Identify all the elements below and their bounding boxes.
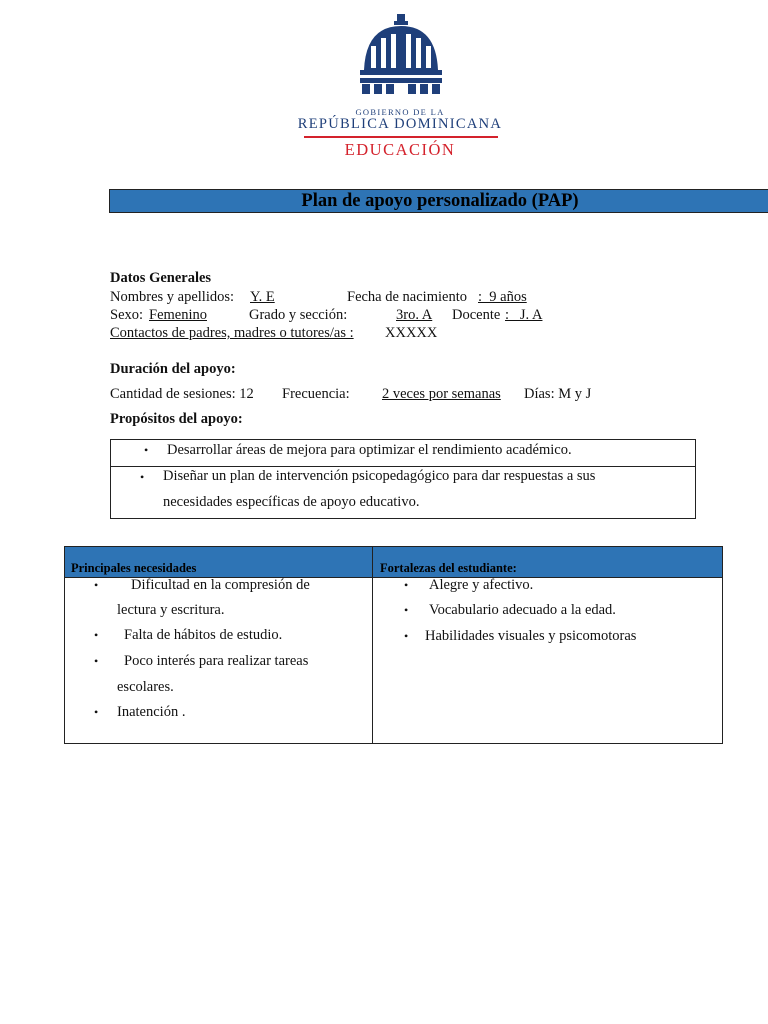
nombres-value: Y. E (250, 289, 275, 305)
bullet-icon: • (140, 470, 145, 484)
bullet-icon: • (94, 578, 99, 592)
fortaleza-item: Alegre y afectivo. (429, 577, 534, 593)
fecha-value: : 9 años (478, 289, 527, 305)
fortalezas-header: Fortalezas del estudiante: (373, 547, 722, 577)
nombres-row (110, 289, 527, 306)
sexo-row (110, 307, 543, 324)
contactos-value: XXXXX (385, 325, 438, 341)
logo-line-gobierno: GOBIERNO DE LA (355, 107, 445, 117)
bullet-icon: • (94, 705, 99, 719)
propositos-heading: Propósitos del apoyo: (110, 411, 243, 427)
frecuencia-value: 2 veces por semanas (382, 386, 501, 402)
contactos-row (110, 325, 438, 342)
proposito-item: Diseñar un plan de intervención psicopedagógico para dar respuestas a sus (163, 468, 596, 484)
docente-value: : J. A (505, 307, 543, 323)
necesidad-item: Dificultad en la compresión de (131, 577, 310, 593)
grado-label: Grado y sección: (249, 307, 348, 323)
propositos-table (110, 439, 696, 519)
necesidades-fortalezas-table (64, 546, 723, 744)
column-divider (372, 547, 373, 743)
logo-divider (304, 136, 498, 138)
necesidad-item: Poco interés para realizar tareas (124, 653, 309, 669)
document-title: Plan de apoyo personalizado (PAP) (109, 189, 768, 213)
dias-value: Días: M y J (524, 386, 592, 402)
logo-line-republica: REPÚBLICA DOMINICANA (297, 116, 503, 132)
proposito-row-1 (111, 440, 696, 467)
bullet-icon: • (404, 603, 409, 617)
ministry-logo (290, 12, 510, 162)
sesiones-label: Cantidad de sesiones: 12 (110, 386, 254, 402)
fortaleza-item: Habilidades visuales y psicomotoras (425, 628, 637, 644)
proposito-row-2 (111, 467, 696, 519)
necesidad-item: Falta de hábitos de estudio. (124, 627, 283, 643)
necesidad-item-cont: escolares. (117, 679, 174, 695)
docente-label: Docente (452, 307, 501, 323)
sexo-value: Femenino (149, 307, 207, 323)
frecuencia-label: Frecuencia: (282, 386, 350, 402)
necesidad-item: Inatención . (117, 704, 186, 720)
logo-line-educacion: EDUCACIÓN (344, 140, 456, 159)
proposito-item-cont: necesidades específicas de apoyo educativo. (163, 494, 420, 510)
duracion-heading: Duración del apoyo: (110, 361, 236, 377)
duracion-row (110, 386, 592, 403)
bullet-icon: • (144, 443, 149, 457)
bullet-icon: • (404, 578, 409, 592)
capitol-dome-icon (356, 12, 446, 104)
contactos-label: Contactos de padres, madres o tutores/as : (110, 325, 354, 341)
grado-value: 3ro. A (396, 307, 433, 323)
datos-heading: Datos Generales (110, 270, 212, 286)
nombres-label: Nombres y apellidos: (110, 289, 235, 305)
bullet-icon: • (404, 629, 409, 643)
bullet-icon: • (94, 654, 99, 668)
necesidades-header: Principales necesidades (65, 547, 372, 577)
fecha-label: Fecha de nacimiento (347, 289, 467, 305)
proposito-item: Desarrollar áreas de mejora para optimizar el rendimiento académico. (167, 442, 572, 458)
bullet-icon: • (94, 628, 99, 642)
sexo-label: Sexo: (110, 307, 144, 323)
necesidad-item-cont: lectura y escritura. (117, 602, 225, 618)
fortaleza-item: Vocabulario adecuado a la edad. (429, 602, 616, 618)
